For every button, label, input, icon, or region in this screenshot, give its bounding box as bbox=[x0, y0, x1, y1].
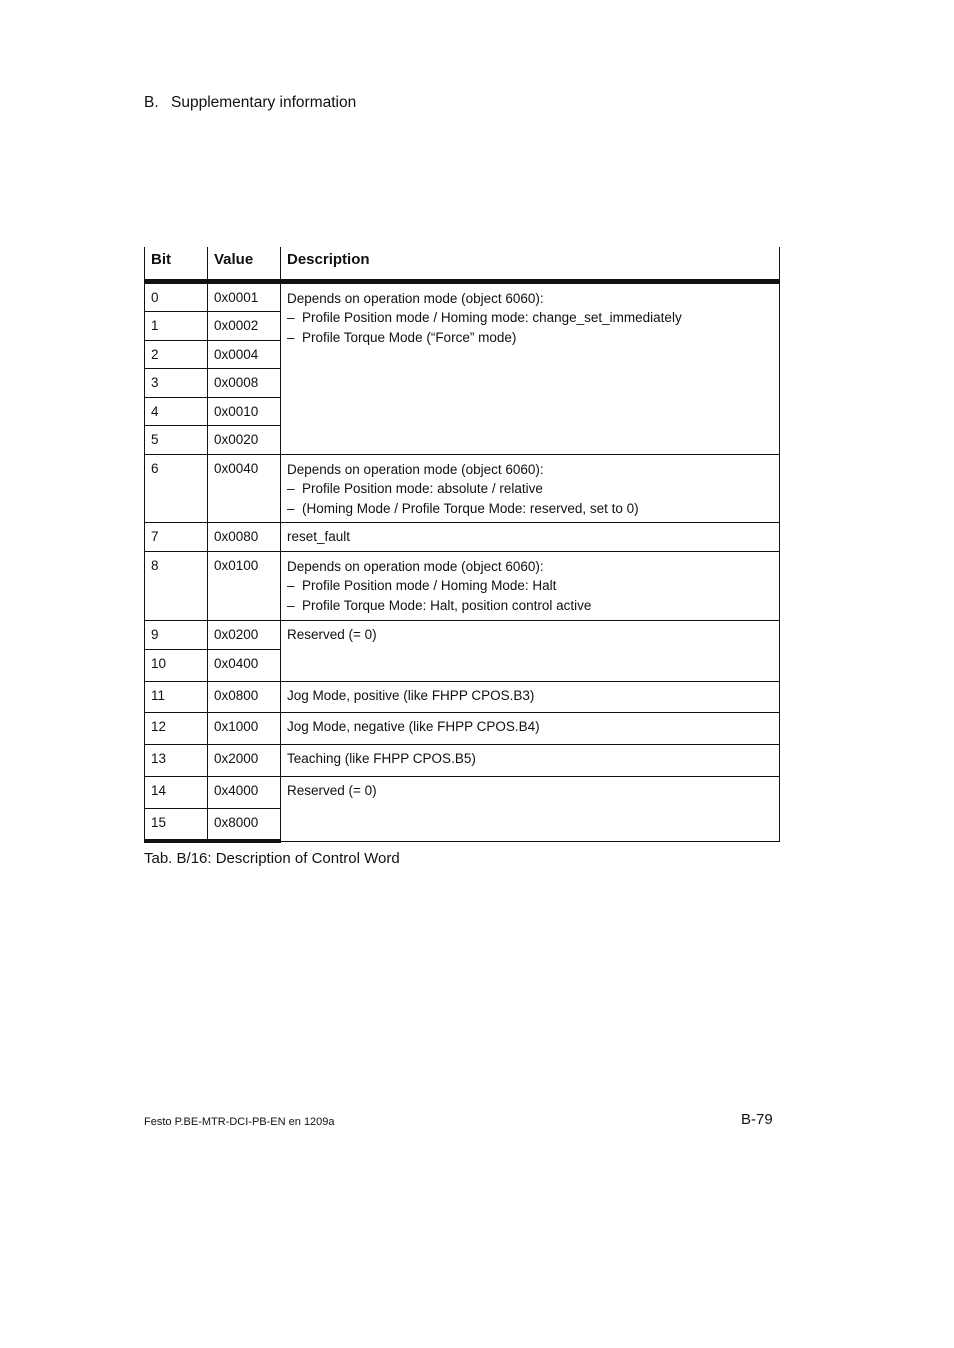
description-item: – Profile Torque Mode (“Force” mode) bbox=[287, 328, 773, 348]
description-cell: Reserved (= 0) bbox=[281, 776, 780, 841]
section-title: Supplementary information bbox=[171, 94, 357, 111]
description-cell: Jog Mode, positive (like FHPP CPOS.B3) bbox=[281, 681, 780, 712]
value-cell: 0x0800 bbox=[208, 681, 281, 712]
section-number: B. bbox=[144, 94, 159, 111]
table-caption: Tab. B/16: Description of Control Word bbox=[144, 850, 400, 867]
bit-cell: 6 bbox=[145, 454, 208, 522]
bit-cell: 5 bbox=[145, 425, 208, 454]
dash-marker: – bbox=[287, 329, 295, 345]
description-intro: Depends on operation mode (object 6060): bbox=[287, 558, 544, 574]
bit-cell: 12 bbox=[145, 712, 208, 744]
value-cell: 0x0200 bbox=[208, 620, 281, 649]
value-cell: 0x0020 bbox=[208, 425, 281, 454]
bit-cell: 2 bbox=[145, 340, 208, 368]
bit-cell: 11 bbox=[145, 681, 208, 712]
bit-cell: 10 bbox=[145, 649, 208, 681]
dash-marker: – bbox=[287, 500, 295, 516]
header-value: Value bbox=[208, 247, 281, 281]
table-row bbox=[145, 281, 780, 311]
bit-cell: 4 bbox=[145, 397, 208, 425]
description-cell: Teaching (like FHPP CPOS.B5) bbox=[281, 744, 780, 776]
description-item: – Profile Position mode / Homing mode: change_set_immediately bbox=[287, 308, 773, 328]
value-cell: 0x2000 bbox=[208, 744, 281, 776]
value-cell: 0x0002 bbox=[208, 311, 281, 340]
description-cell: Reserved (= 0) bbox=[281, 620, 780, 681]
value-cell: 0x1000 bbox=[208, 712, 281, 744]
description-item: – Profile Position mode: absolute / relative bbox=[287, 479, 773, 499]
dash-marker: – bbox=[287, 578, 295, 593]
bit-cell: 14 bbox=[145, 776, 208, 808]
description-intro: Depends on operation mode (object 6060): bbox=[287, 461, 544, 477]
table-row bbox=[145, 681, 780, 712]
control-word-table bbox=[144, 247, 780, 843]
bit-cell: 3 bbox=[145, 368, 208, 397]
header-description: Description bbox=[281, 247, 780, 281]
dash-marker: – bbox=[287, 310, 295, 325]
description-cell bbox=[281, 454, 780, 522]
footer-doc-id: Festo P.BE-MTR-DCI-PB-EN en 1209a bbox=[144, 1116, 335, 1128]
page-header bbox=[144, 94, 356, 112]
header-bit: Bit bbox=[145, 247, 208, 281]
table-row bbox=[145, 620, 780, 649]
bit-cell: 9 bbox=[145, 620, 208, 649]
dash-marker: – bbox=[287, 481, 295, 496]
value-cell: 0x0080 bbox=[208, 522, 281, 551]
description-item: – Profile Position mode / Homing Mode: Halt bbox=[287, 576, 773, 596]
value-cell: 0x0004 bbox=[208, 340, 281, 368]
bit-cell: 8 bbox=[145, 551, 208, 620]
bit-cell: 7 bbox=[145, 522, 208, 551]
bit-cell: 1 bbox=[145, 311, 208, 340]
table-row bbox=[145, 551, 780, 620]
table-row bbox=[145, 776, 780, 808]
table-header-row bbox=[145, 247, 780, 281]
table-row bbox=[145, 454, 780, 522]
value-cell: 0x0008 bbox=[208, 368, 281, 397]
page-number: B-79 bbox=[741, 1111, 773, 1128]
value-cell: 0x4000 bbox=[208, 776, 281, 808]
table-row bbox=[145, 712, 780, 744]
bit-cell: 13 bbox=[145, 744, 208, 776]
description-intro: Depends on operation mode (object 6060): bbox=[287, 290, 544, 306]
value-cell: 0x0010 bbox=[208, 397, 281, 425]
value-cell: 0x0400 bbox=[208, 649, 281, 681]
description-item: – Profile Torque Mode: Halt, position control active bbox=[287, 596, 773, 616]
value-cell: 0x0001 bbox=[208, 281, 281, 311]
description-item: – (Homing Mode / Profile Torque Mode: reserved, set to 0) bbox=[287, 499, 773, 519]
bit-cell: 15 bbox=[145, 808, 208, 841]
value-cell: 0x8000 bbox=[208, 808, 281, 841]
description-cell: Jog Mode, negative (like FHPP CPOS.B4) bbox=[281, 712, 780, 744]
table-row bbox=[145, 744, 780, 776]
value-cell: 0x0100 bbox=[208, 551, 281, 620]
description-cell bbox=[281, 281, 780, 454]
description-cell: reset_fault bbox=[281, 522, 780, 551]
dash-marker: – bbox=[287, 597, 295, 613]
bit-cell: 0 bbox=[145, 281, 208, 311]
value-cell: 0x0040 bbox=[208, 454, 281, 522]
table-row bbox=[145, 522, 780, 551]
description-cell bbox=[281, 551, 780, 620]
